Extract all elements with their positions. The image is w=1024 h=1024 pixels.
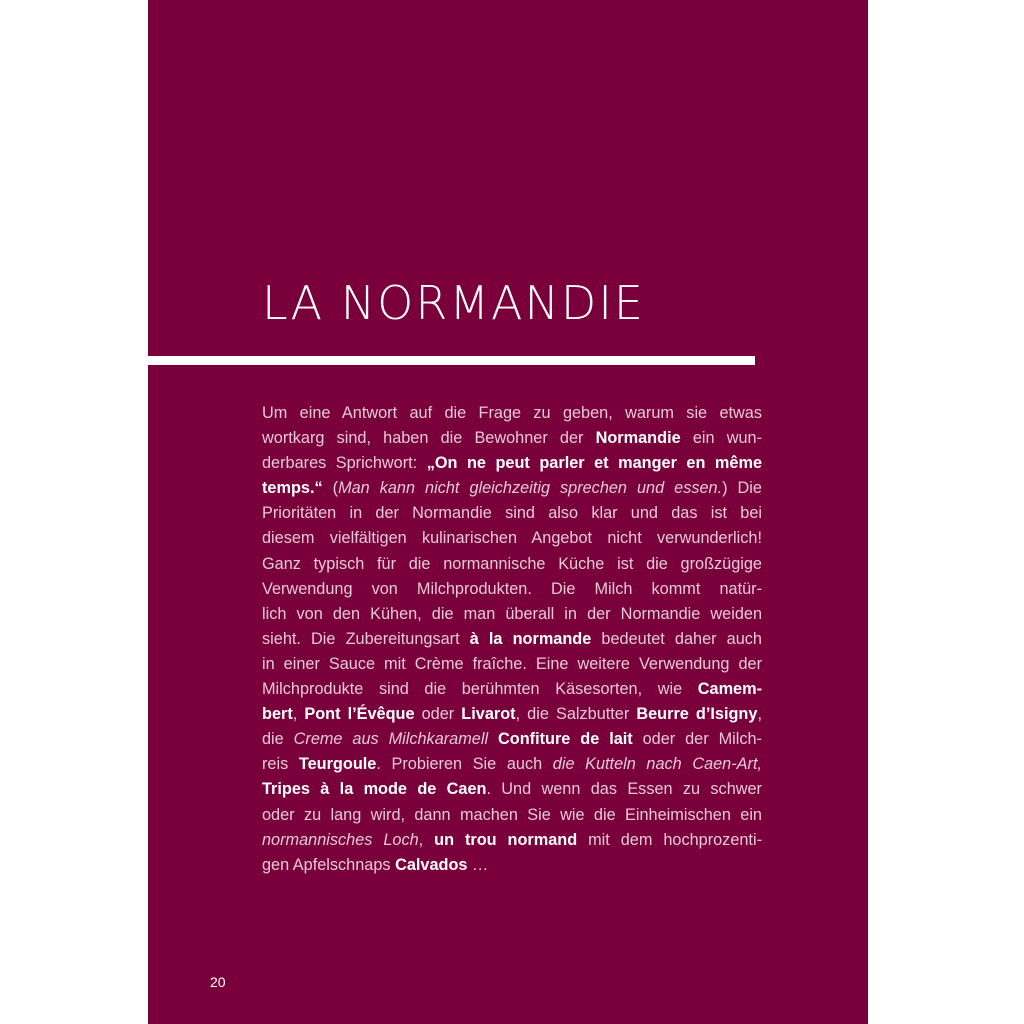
text-run: diesem vielfältigen kulinarischen Angebot nicht verwunderlich!	[262, 529, 762, 548]
text-run: sieht. Die Zubereitungsart	[262, 629, 470, 648]
text-run: , die Salzbutter	[515, 705, 637, 724]
text-run: ,	[292, 705, 305, 724]
text-run: ,	[757, 705, 762, 724]
text-run: . Probieren Sie auch	[376, 755, 553, 774]
text-line	[262, 752, 762, 777]
bold-term: Pont l’Évêque	[304, 705, 415, 724]
bold-term: „On ne peut parler et manger en même	[426, 454, 762, 473]
italic-phrase: normannisches Loch	[262, 830, 419, 849]
text-line	[262, 501, 762, 526]
text-run: lich von den Kühen, die man überall in der Normandie weiden	[262, 604, 762, 623]
bold-term: Camem-	[697, 680, 762, 699]
text-run: Um eine Antwort auf die Frage zu geben, warum sie etwas	[262, 404, 762, 422]
text-run: ein wun-	[680, 429, 762, 448]
text-run: ) Die	[722, 479, 762, 498]
text-line	[262, 702, 762, 727]
bold-term: à la normande	[469, 629, 592, 648]
bold-term: bert	[262, 705, 293, 724]
body-paragraph	[262, 401, 762, 878]
bold-term: Normandie	[595, 429, 681, 448]
italic-phrase: Man kann nicht gleichzeitig sprechen und essen.	[338, 479, 723, 498]
text-run: Milchprodukte sind die berühmten Käsesorten, wie	[262, 680, 698, 699]
text-line	[262, 526, 762, 551]
text-run: Ganz typisch für die normannische Küche ist die großzügige	[262, 554, 762, 573]
text-run: (	[322, 479, 339, 498]
text-line	[262, 727, 762, 752]
italic-phrase: die Kutteln nach Caen-Art,	[552, 755, 762, 774]
text-line	[262, 602, 762, 627]
text-run: bedeutet daher auch	[591, 629, 762, 648]
text-line	[262, 677, 762, 702]
bold-term: Calvados	[395, 855, 468, 874]
bold-term: Livarot	[461, 705, 516, 724]
text-line	[262, 401, 762, 426]
bold-term: un trou normand	[434, 830, 578, 849]
bold-term: Confiture de lait	[498, 730, 633, 749]
text-line	[262, 552, 762, 577]
text-run: gen Apfelschnaps	[262, 855, 396, 874]
text-run: Prioritäten in der Normandie sind also klar und das ist bei	[262, 504, 762, 523]
bold-term: temps.“	[262, 479, 323, 498]
text-line	[262, 652, 762, 677]
page-number: 20	[210, 974, 226, 990]
bold-term: Teurgoule	[298, 755, 377, 774]
italic-phrase: Creme aus Milchkaramell	[293, 730, 489, 749]
text-run: in einer Sauce mit Crème fraîche. Eine weitere Verwendung der	[262, 654, 762, 673]
text-run: oder der Milch-	[632, 730, 762, 749]
text-run: ,	[418, 830, 435, 849]
text-run: derbares Sprichwort:	[262, 454, 427, 473]
text-line	[262, 627, 762, 652]
text-line	[262, 853, 762, 878]
text-line	[262, 426, 762, 451]
text-line	[262, 451, 762, 476]
text-run: oder	[414, 705, 462, 724]
title-rule	[148, 356, 755, 365]
text-run	[488, 730, 498, 748]
book-page	[148, 0, 868, 1024]
text-run: mit dem hochprozenti-	[577, 830, 762, 849]
text-run: die	[262, 730, 294, 749]
bold-term: Tripes à la mode de Caen	[262, 780, 487, 799]
text-run: oder zu lang wird, dann machen Sie wie die Einheimischen ein	[262, 805, 762, 824]
text-line	[262, 803, 762, 828]
text-line	[262, 828, 762, 853]
text-line	[262, 777, 762, 802]
text-run: …	[467, 855, 489, 874]
text-run: reis	[262, 755, 299, 774]
text-line	[262, 577, 762, 602]
text-run: wortkarg sind, haben die Bewohner der	[262, 429, 596, 448]
text-run: . Und wenn das Essen zu schwer	[486, 780, 762, 799]
bold-term: Beurre d’Isigny	[636, 705, 758, 724]
chapter-title: LA NORMANDIE	[262, 276, 645, 330]
text-run: Verwendung von Milchprodukten. Die Milch kommt natür-	[262, 579, 762, 598]
text-line	[262, 476, 762, 501]
